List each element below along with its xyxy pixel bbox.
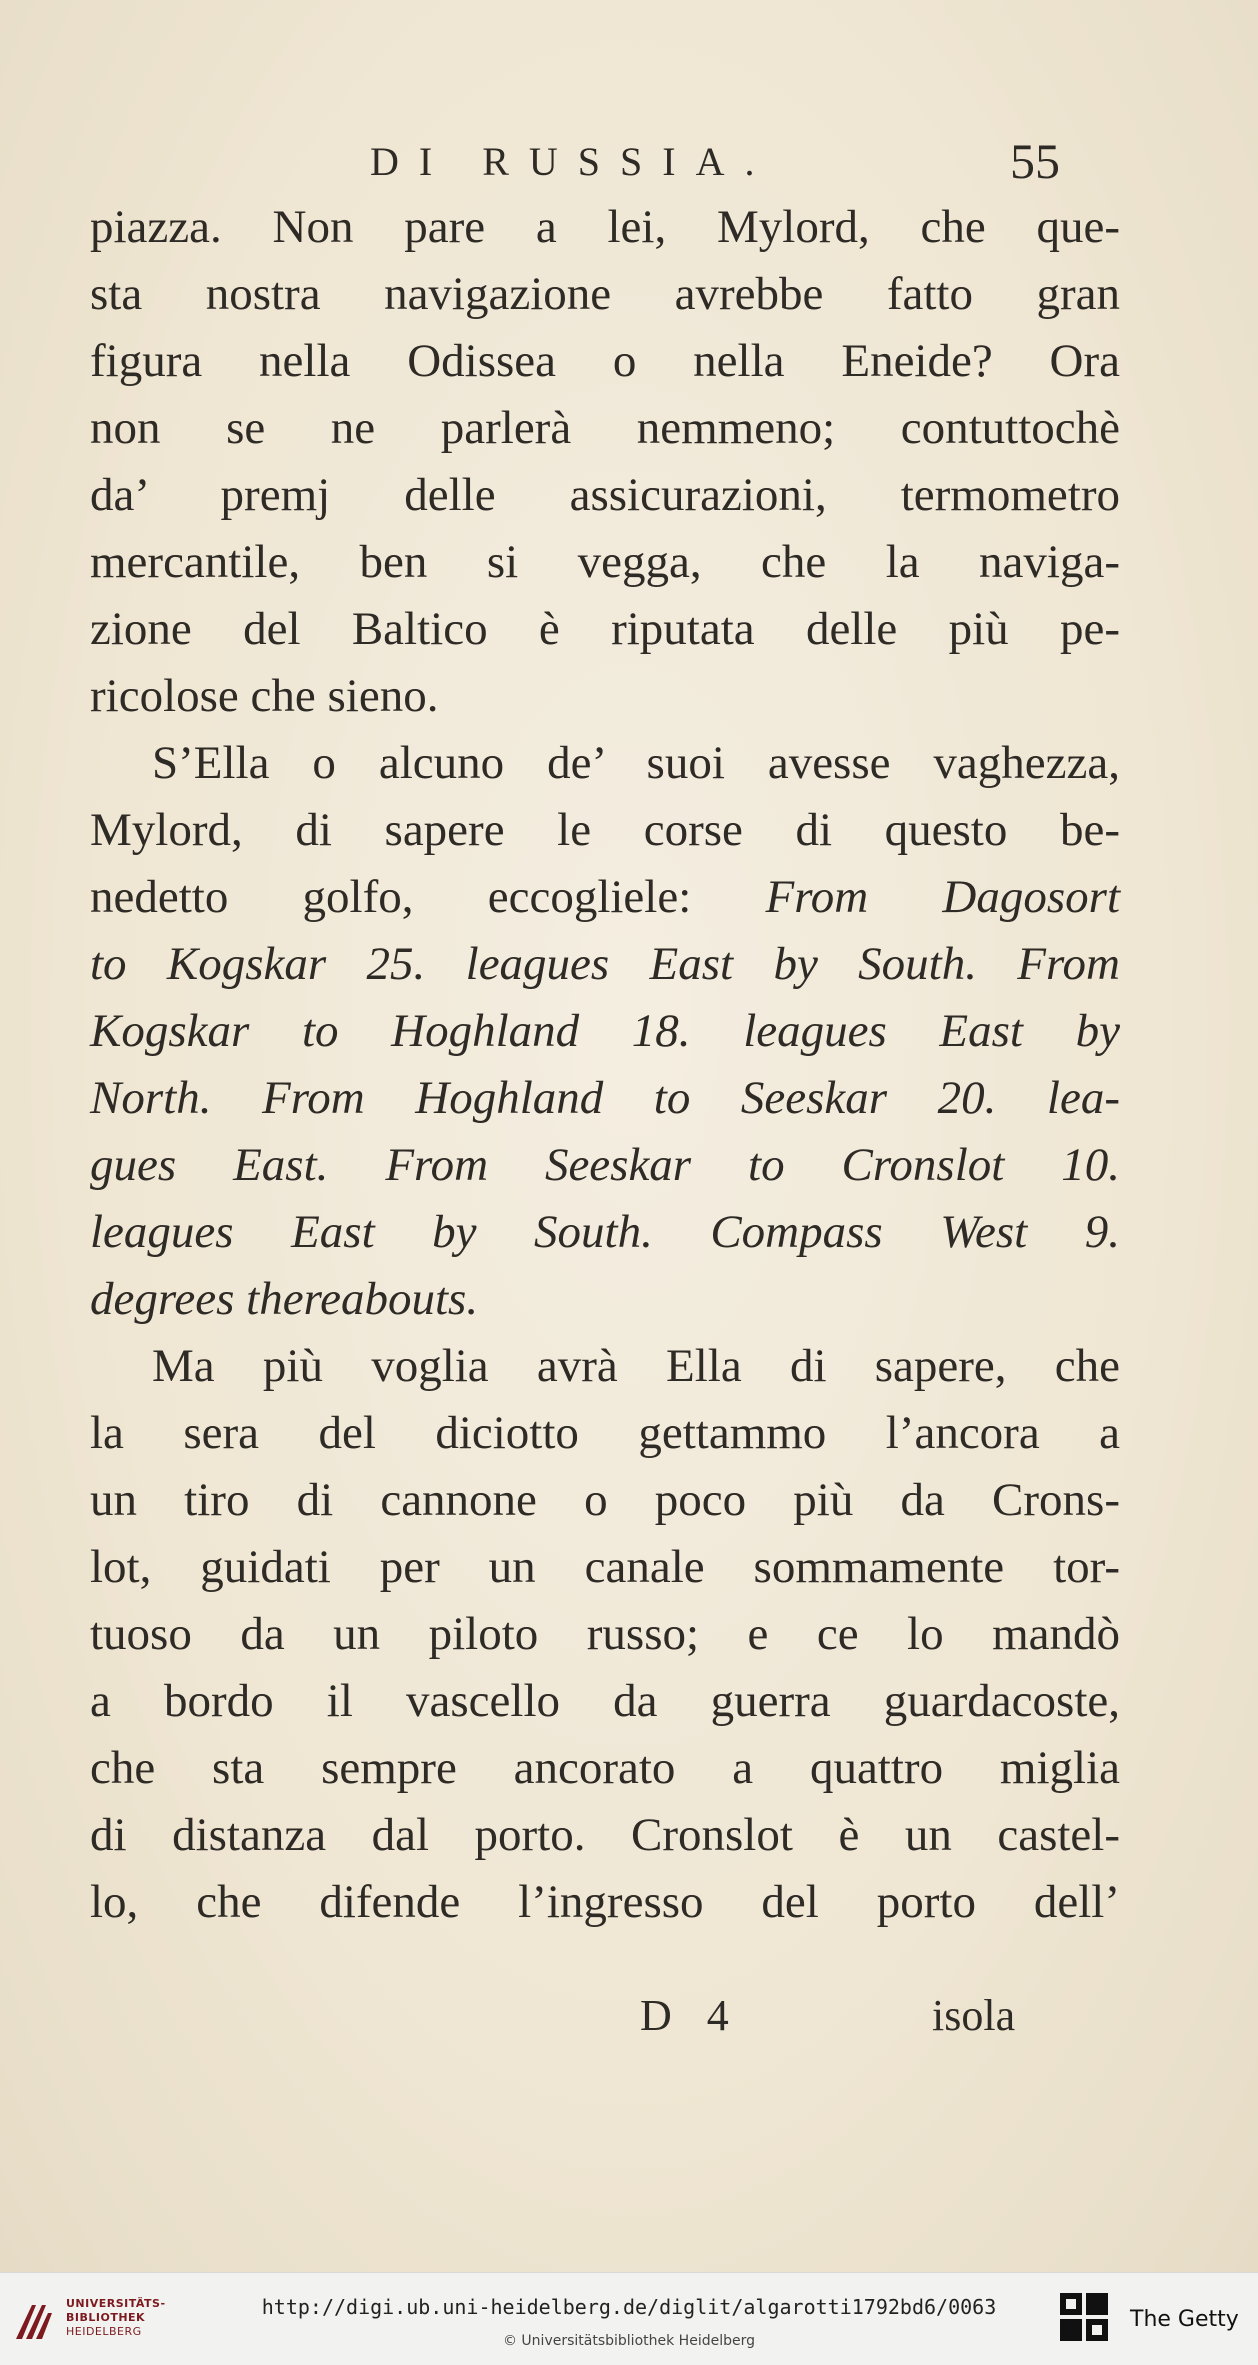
text-line: degrees thereabouts. [90,1273,479,1325]
text-line: lo, che difende l’ingresso del porto dell’ [90,1876,1120,1928]
sponsor-name[interactable]: The Getty [1130,2307,1239,2332]
running-head [0,133,1258,198]
text-line: la sera del diciotto gettammo l’ancora a [90,1407,1120,1459]
text-line: a bordo il vascello da guerra guardacoste, [90,1675,1120,1727]
text-line: to Kogskar 25. leagues East by South. From [90,938,1120,990]
text-line: leagues East by South. Compass West 9. [90,1206,1120,1258]
body-text [90,194,1120,1936]
page-number: 55 [1010,133,1060,189]
catchline [0,1990,1258,2050]
text-line: mercantile, ben si vegga, che la naviga- [90,536,1120,588]
text-line: figura nella Odissea o nella Eneide? Ora [90,335,1120,387]
text-line: nedetto golfo, eccogliele: From Dagosort [90,871,1120,923]
running-title: DI RUSSIA. [370,139,775,184]
text-line: Kogskar to Hoghland 18. leagues East by [90,1005,1120,1057]
text-line: sta nostra navigazione avrebbe fatto gran [90,268,1120,320]
text-line: Mylord, di sapere le corse di questo be- [90,804,1120,856]
text-line: da’ premj delle assicurazioni, termometro [90,469,1120,521]
copyright-notice: © Universitätsbibliothek Heidelberg [502,2333,755,2349]
library-name[interactable]: UNIVERSITÄTS- BIBLIOTHEK HEIDELBERG [66,2297,166,2338]
viewer-footer [0,2272,1258,2365]
text-line: zione del Baltico è riputata delle più pe- [90,603,1120,655]
text-line: ricolose che sieno. [90,670,439,722]
getty-logo-icon[interactable] [1058,2291,1110,2349]
permalink-url[interactable]: http://digi.ub.uni-heidelberg.de/diglit/algarotti1792bd6/0063 [261,2295,997,2319]
text-line: S’Ella o alcuno de’ suoi avesse vaghezza, [152,737,1120,789]
text-line: non se ne parlerà nemmeno; contuttochè [90,402,1120,454]
text-line: piazza. Non pare a lei, Mylord, che que- [90,201,1120,253]
signature-mark: D 4 [640,1991,741,2040]
text-line: tuoso da un piloto russo; e ce lo mandò [90,1608,1120,1660]
text-line: lot, guidati per un canale sommamente tor- [90,1541,1120,1593]
text-line: Ma più voglia avrà Ella di sapere, che [152,1340,1120,1392]
text-line: che sta sempre ancorato a quattro miglia [90,1742,1120,1794]
text-line: North. From Hoghland to Seeskar 20. lea- [90,1072,1120,1124]
text-line: gues East. From Seeskar to Cronslot 10. [90,1139,1120,1191]
text-line: un tiro di cannone o poco più da Crons- [90,1474,1120,1526]
catchword: isola [932,1991,1016,2040]
text-line: di distanza dal porto. Cronslot è un castel- [90,1809,1120,1861]
